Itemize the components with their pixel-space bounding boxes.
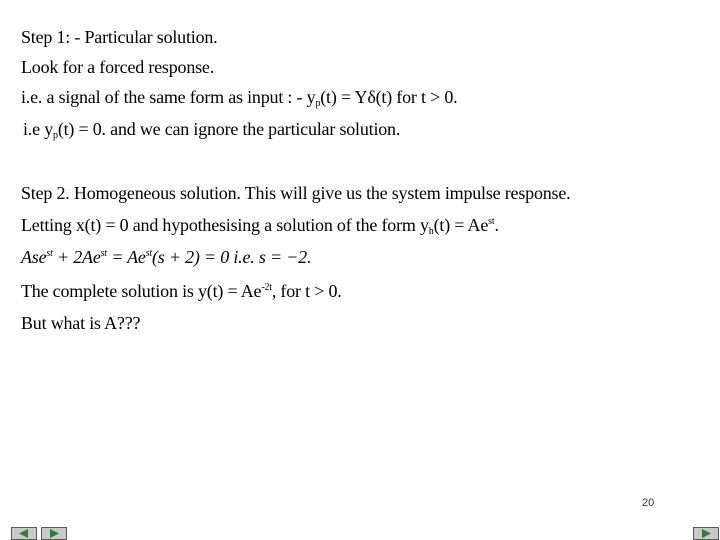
equation-span: (t) = 0. and we can ignore the particular solution. <box>57 119 401 139</box>
text-span: i.e. a signal of the same form as input : - y <box>21 87 316 107</box>
equation-span: Ase <box>21 247 47 267</box>
text-span: , for t > 0. <box>271 281 342 301</box>
superscript: st <box>145 248 152 259</box>
equation-span: (t) = Yδ(t) for t > 0. <box>320 87 458 107</box>
equation-span: (s + 2) = 0 i.e. s = −2. <box>151 247 312 267</box>
end-slide-button[interactable] <box>693 527 719 540</box>
subscript: p <box>315 98 321 109</box>
equation-span: = Ae <box>106 247 146 267</box>
step2-line-complete-solution <box>21 280 342 302</box>
text-span: . <box>494 215 499 235</box>
subscript: p <box>53 130 58 141</box>
step2-line-hypothesis <box>21 214 499 236</box>
step1-title: Step 1: - Particular solution. <box>21 27 218 47</box>
triangle-right-icon <box>42 528 66 539</box>
step2-line-characteristic-equation <box>21 246 311 268</box>
step1-line-forced-response: Look for a forced response. <box>21 57 215 77</box>
step1-line-input-form <box>21 86 457 108</box>
text-span: Letting x(t) = 0 and hypothesising a solution of the form y <box>21 215 429 235</box>
equation-span: + 2Ae <box>52 247 101 267</box>
text-span: The complete solution is y(t) = Ae <box>21 281 262 301</box>
triangle-right-icon <box>694 528 718 539</box>
step2-line-question: But what is A??? <box>21 313 141 333</box>
triangle-left-icon <box>12 528 36 539</box>
page-number: 20 <box>642 497 655 509</box>
superscript: st <box>100 248 107 259</box>
step2-title: Step 2. Homogeneous solution. This will give us the system impulse response. <box>21 183 571 203</box>
previous-slide-button[interactable] <box>11 527 37 540</box>
equation-span: (t) = Ae <box>433 215 489 235</box>
subscript: h <box>428 226 434 237</box>
superscript: st <box>488 216 495 227</box>
superscript: -2t <box>261 282 272 293</box>
superscript: st <box>46 248 53 259</box>
next-slide-button[interactable] <box>41 527 67 540</box>
step1-line-ignore-particular <box>23 118 400 140</box>
text-span: i.e y <box>23 119 53 139</box>
